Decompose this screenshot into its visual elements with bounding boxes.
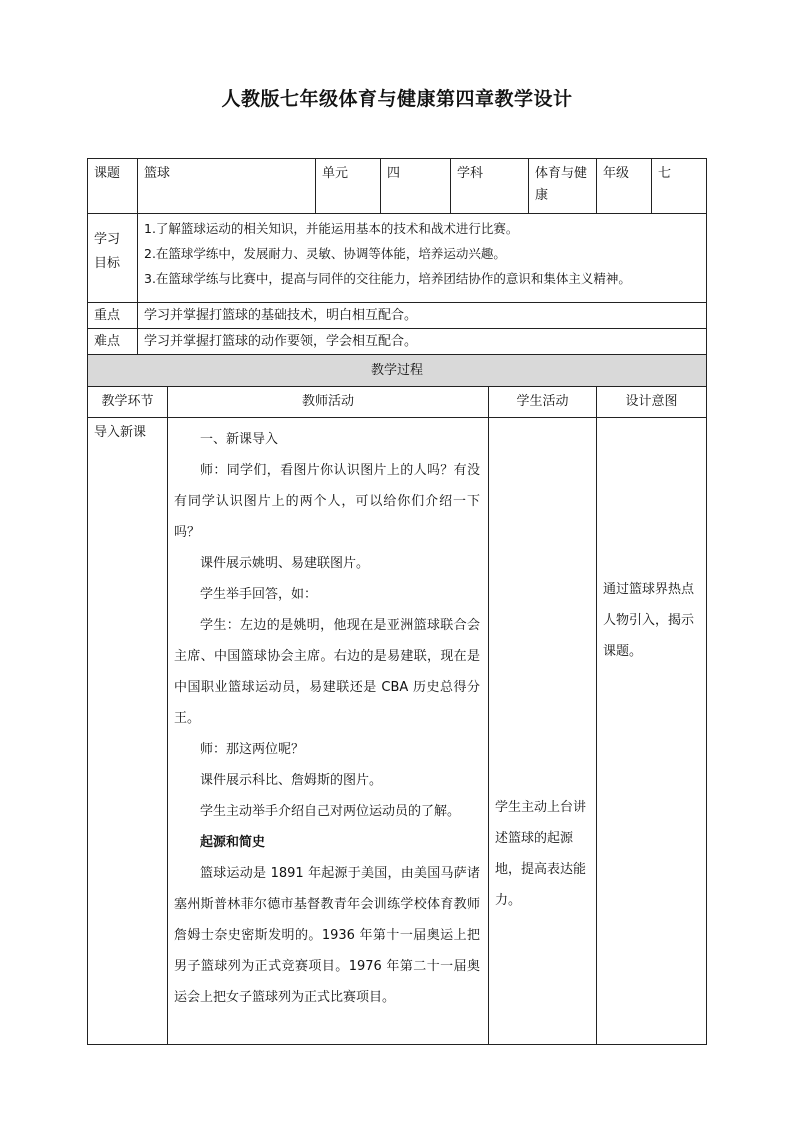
- process-header: 教学过程: [88, 355, 707, 387]
- teacher-paragraph: 一、新课导入: [200, 432, 279, 447]
- key-point-label: 重点: [88, 303, 138, 329]
- difficulty-row: [88, 329, 707, 355]
- unit-label: 单元: [316, 159, 381, 214]
- goal-item: 2.在篮球学练中，发展耐力、灵敏、协调等体能，培养运动兴趣。: [144, 246, 506, 261]
- grade-label: 年级: [597, 159, 652, 214]
- subject-label: 学科: [451, 159, 529, 214]
- stage-name: 导入新课: [94, 425, 147, 440]
- key-point-text: 学习并掌握打篮球的基础技术，明白相互配合。: [138, 303, 707, 329]
- design-intent-cell: [597, 418, 707, 1045]
- goals-row: [88, 214, 707, 303]
- teacher-paragraph: 师：同学们，看图片你认识图片上的人吗？有没有同学认识图片上的两个人，可以给你们介绍一下吗？: [174, 463, 481, 540]
- topic-value: 篮球: [138, 159, 316, 214]
- goals-label: [88, 214, 138, 303]
- goal-item: 1.了解篮球运动的相关知识，并能运用基本的技术和战术进行比赛。: [144, 221, 519, 236]
- teacher-paragraph: 篮球运动是 1891 年起源于美国，由美国马萨诸塞州斯普林菲尔德市基督教青年会训练学校体育教师詹姆士奈史密斯发明的。1936 年第十一届奥运上把男子篮球列为正式竞赛项目。1976 年第二十一届奥运会上把女子篮球列为正式比赛项目。: [174, 866, 481, 1005]
- teacher-paragraph: 学生：左边的是姚明，他现在是亚洲篮球联合会主席、中国篮球协会主席。右边的是易建联，现在是中国职业篮球运动员，易建联还是 CBA 历史总得分王。: [174, 618, 481, 726]
- lesson-plan-table: [87, 158, 707, 1045]
- column-stage: 教学环节: [88, 387, 168, 418]
- header-row: [88, 159, 707, 214]
- column-student: 学生活动: [489, 387, 597, 418]
- goals-content: [138, 214, 707, 303]
- design-intent: 通过篮球界热点人物引入，揭示课题。: [603, 582, 695, 659]
- section-heading: 起源和简史: [200, 835, 266, 850]
- teacher-activity: [168, 418, 489, 1045]
- document-title: 人教版七年级体育与健康第四章教学设计: [221, 88, 573, 110]
- unit-value: 四: [381, 159, 451, 214]
- teacher-paragraph: 学生主动举手介绍自己对两位运动员的了解。: [200, 804, 461, 819]
- difficulty-text: 学习并掌握打篮球的动作要领，学会相互配合。: [138, 329, 707, 355]
- teacher-paragraph: 学生举手回答，如：: [200, 587, 318, 602]
- key-point-row: [88, 303, 707, 329]
- student-activity-cell: [489, 418, 597, 1045]
- teacher-paragraph: 课件展示科比、詹姆斯的图片。: [200, 773, 383, 788]
- student-activity: 学生主动上台讲述篮球的起源地，提高表达能力。: [495, 800, 587, 908]
- column-teacher: 教师活动: [168, 387, 489, 418]
- teacher-paragraph: 课件展示姚明、易建联图片。: [200, 556, 370, 571]
- teacher-paragraph: 师：那这两位呢？: [200, 742, 305, 757]
- goal-item: 3.在篮球学练与比赛中，提高与同伴的交往能力，培养团结协作的意识和集体主义精神。: [144, 271, 631, 286]
- difficulty-label: 难点: [88, 329, 138, 355]
- subject-value: 体育与健康: [529, 159, 597, 214]
- grade-value: 七: [652, 159, 707, 214]
- topic-label: 课题: [88, 159, 138, 214]
- goals-label-text: 学习目标: [94, 232, 121, 271]
- process-columns-row: [88, 387, 707, 418]
- process-content-row: [88, 418, 707, 1045]
- stage-cell: [88, 418, 168, 1045]
- column-intent: 设计意图: [597, 387, 707, 418]
- process-header-row: [88, 355, 707, 387]
